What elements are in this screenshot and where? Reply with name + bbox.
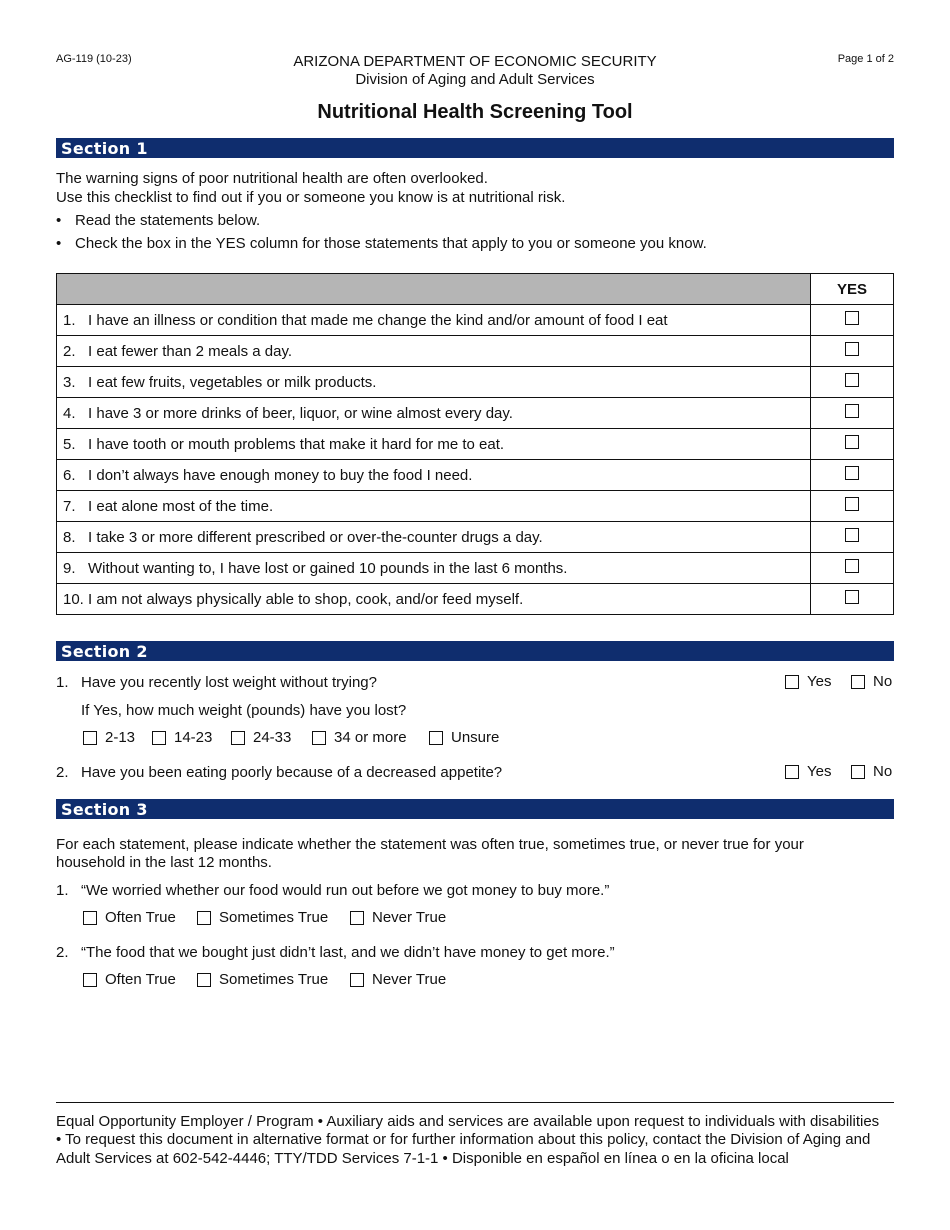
checklist-table — [56, 273, 894, 615]
footer-line-1: Equal Opportunity Employer / Program • Auxiliary aids and services are available upon request to individuals with disabilities — [56, 1113, 880, 1130]
weight-label-3: 24-33 — [253, 729, 292, 746]
s3-q1-sometimes-option[interactable] — [197, 909, 328, 926]
weight-label-2: 14-23 — [174, 729, 213, 746]
section-3-title: Section 3 — [61, 800, 148, 819]
section-3-intro: For each statement, please indicate whether the statement was often true, sometimes true, or never true for your household in the last 12 months. — [56, 836, 804, 871]
yes-checkbox-4[interactable] — [845, 404, 859, 418]
s2-q2-yes-checkbox[interactable] — [785, 765, 799, 779]
weight-option-4[interactable] — [312, 729, 407, 746]
section-1-header — [56, 138, 894, 158]
statement-8: 8. I take 3 or more different prescribed or over-the-counter drugs a day. — [57, 522, 811, 553]
s3-q2-often-checkbox[interactable] — [83, 973, 97, 987]
weight-option-1[interactable] — [83, 729, 135, 746]
statement-4: 4. I have 3 or more drinks of beer, liquor, or wine almost every day. — [57, 398, 811, 429]
table-row — [57, 429, 894, 460]
statement-1: 1. I have an illness or condition that made me change the kind and/or amount of food I eat — [57, 305, 811, 336]
s3-q2-never-checkbox[interactable] — [350, 973, 364, 987]
table-row — [57, 491, 894, 522]
s3-q2-often-option[interactable] — [83, 971, 176, 988]
weight-checkbox-5[interactable] — [429, 731, 443, 745]
footer-line-3: Adult Services at 602-542-4446; TTY/TDD Services 7-1-1 • Disponible en español en línea o en la oficina local — [56, 1150, 789, 1167]
weight-checkbox-1[interactable] — [83, 731, 97, 745]
s3-q1-never-option[interactable] — [350, 909, 446, 926]
s3-q2-sometimes-checkbox[interactable] — [197, 973, 211, 987]
yes-checkbox-7[interactable] — [845, 497, 859, 511]
s2-question-2: Have you been eating poorly because of a decreased appetite? — [81, 764, 503, 781]
s3-q2-sometimes-option[interactable] — [197, 971, 328, 988]
bullet-2-text: Check the box in the YES column for those statements that apply to you or someone you know. — [75, 235, 707, 252]
s3-q1-sometimes-checkbox[interactable] — [197, 911, 211, 925]
form-id: AG-119 (10-23) — [56, 53, 132, 65]
s2-q1-yes-label: Yes — [807, 673, 832, 690]
bullet-2: • — [56, 235, 62, 252]
s2-q1-yes-checkbox[interactable] — [785, 675, 799, 689]
yes-checkbox-5[interactable] — [845, 435, 859, 449]
yes-checkbox-10[interactable] — [845, 590, 859, 604]
section-1-intro-2: Use this checklist to find out if you or someone you know is at nutritional risk. — [56, 189, 566, 206]
s2-q1-no-option[interactable] — [851, 673, 892, 690]
yes-checkbox-1[interactable] — [845, 311, 859, 325]
s2-q1-no-label: No — [873, 673, 893, 690]
statement-9: 9. Without wanting to, I have lost or gained 10 pounds in the last 6 months. — [57, 553, 811, 584]
weight-label-5: Unsure — [451, 729, 500, 746]
bullet-1-text: Read the statements below. — [75, 212, 261, 229]
yes-checkbox-9[interactable] — [845, 559, 859, 573]
s2-question-1-followup: If Yes, how much weight (pounds) have you lost? — [81, 702, 407, 719]
weight-option-2[interactable] — [152, 729, 212, 746]
s3-question-1-number: 1. — [56, 882, 69, 899]
s2-question-1-number: 1. — [56, 674, 69, 691]
section-1-intro-1: The warning signs of poor nutritional health are often overlooked. — [56, 170, 488, 187]
section-3-header — [56, 799, 894, 819]
checklist-header-row — [57, 274, 894, 305]
statement-3: 3. I eat few fruits, vegetables or milk products. — [57, 367, 811, 398]
division-name: Division of Aging and Adult Services — [355, 71, 595, 88]
s3-q1-often-option[interactable] — [83, 909, 176, 926]
s3-q2-sometimes-label: Sometimes True — [219, 971, 329, 988]
s3-q1-sometimes-label: Sometimes True — [219, 909, 329, 926]
yes-checkbox-6[interactable] — [845, 466, 859, 480]
s2-q2-no-checkbox[interactable] — [851, 765, 865, 779]
s3-q1-often-checkbox[interactable] — [83, 911, 97, 925]
weight-label-1: 2-13 — [105, 729, 136, 746]
table-row — [57, 460, 894, 491]
table-row — [57, 584, 894, 615]
checklist-header-blank — [57, 274, 811, 305]
footer-divider — [56, 1102, 894, 1103]
s2-q1-no-checkbox[interactable] — [851, 675, 865, 689]
weight-checkbox-2[interactable] — [152, 731, 166, 745]
s2-question-1: Have you recently lost weight without trying? — [81, 674, 377, 691]
s3-question-2: “The food that we bought just didn’t last, and we didn’t have money to get more.” — [81, 944, 615, 961]
weight-option-5[interactable] — [429, 729, 499, 746]
yes-checkbox-3[interactable] — [845, 373, 859, 387]
weight-checkbox-4[interactable] — [312, 731, 326, 745]
s2-q2-no-option[interactable] — [851, 763, 892, 780]
yes-checkbox-8[interactable] — [845, 528, 859, 542]
section-1-title: Section 1 — [61, 139, 148, 158]
s2-q2-yes-option[interactable] — [785, 763, 831, 780]
s3-q2-never-option[interactable] — [350, 971, 446, 988]
table-row — [57, 305, 894, 336]
statement-10: 10. I am not always physically able to shop, cook, and/or feed myself. — [57, 584, 811, 615]
s2-q2-yes-label: Yes — [807, 763, 832, 780]
bullet-1: • — [56, 212, 62, 229]
statement-7: 7. I eat alone most of the time. — [57, 491, 811, 522]
s2-q1-yes-option[interactable] — [785, 673, 831, 690]
statement-6: 6. I don’t always have enough money to buy the food I need. — [57, 460, 811, 491]
s2-question-2-number: 2. — [56, 764, 69, 781]
table-row — [57, 367, 894, 398]
statement-5: 5. I have tooth or mouth problems that make it hard for me to eat. — [57, 429, 811, 460]
statement-2: 2. I eat fewer than 2 meals a day. — [57, 336, 811, 367]
yes-checkbox-2[interactable] — [845, 342, 859, 356]
s3-q1-never-checkbox[interactable] — [350, 911, 364, 925]
yes-column-header: YES — [811, 274, 894, 305]
weight-checkbox-3[interactable] — [231, 731, 245, 745]
section-2-title: Section 2 — [61, 642, 148, 661]
table-row — [57, 336, 894, 367]
s2-q2-no-label: No — [873, 763, 893, 780]
weight-label-4: 34 or more — [334, 729, 407, 746]
s3-question-2-number: 2. — [56, 944, 69, 961]
table-row — [57, 398, 894, 429]
footer-line-2: • To request this document in alternative format or for further information about this policy, contact the Division of Aging and — [56, 1131, 871, 1148]
s3-q1-never-label: Never True — [372, 909, 447, 926]
s3-question-1: “We worried whether our food would run out before we got money to buy more.” — [81, 882, 610, 899]
table-row — [57, 522, 894, 553]
weight-option-3[interactable] — [231, 729, 291, 746]
s3-q2-often-label: Often True — [105, 971, 176, 988]
page-number: Page 1 of 2 — [837, 53, 894, 65]
table-row — [57, 553, 894, 584]
page-title: Nutritional Health Screening Tool — [317, 101, 633, 123]
s3-q1-often-label: Often True — [105, 909, 176, 926]
s3-q2-never-label: Never True — [372, 971, 447, 988]
agency-name: ARIZONA DEPARTMENT OF ECONOMIC SECURITY — [293, 53, 657, 70]
section-2-header — [56, 641, 894, 661]
